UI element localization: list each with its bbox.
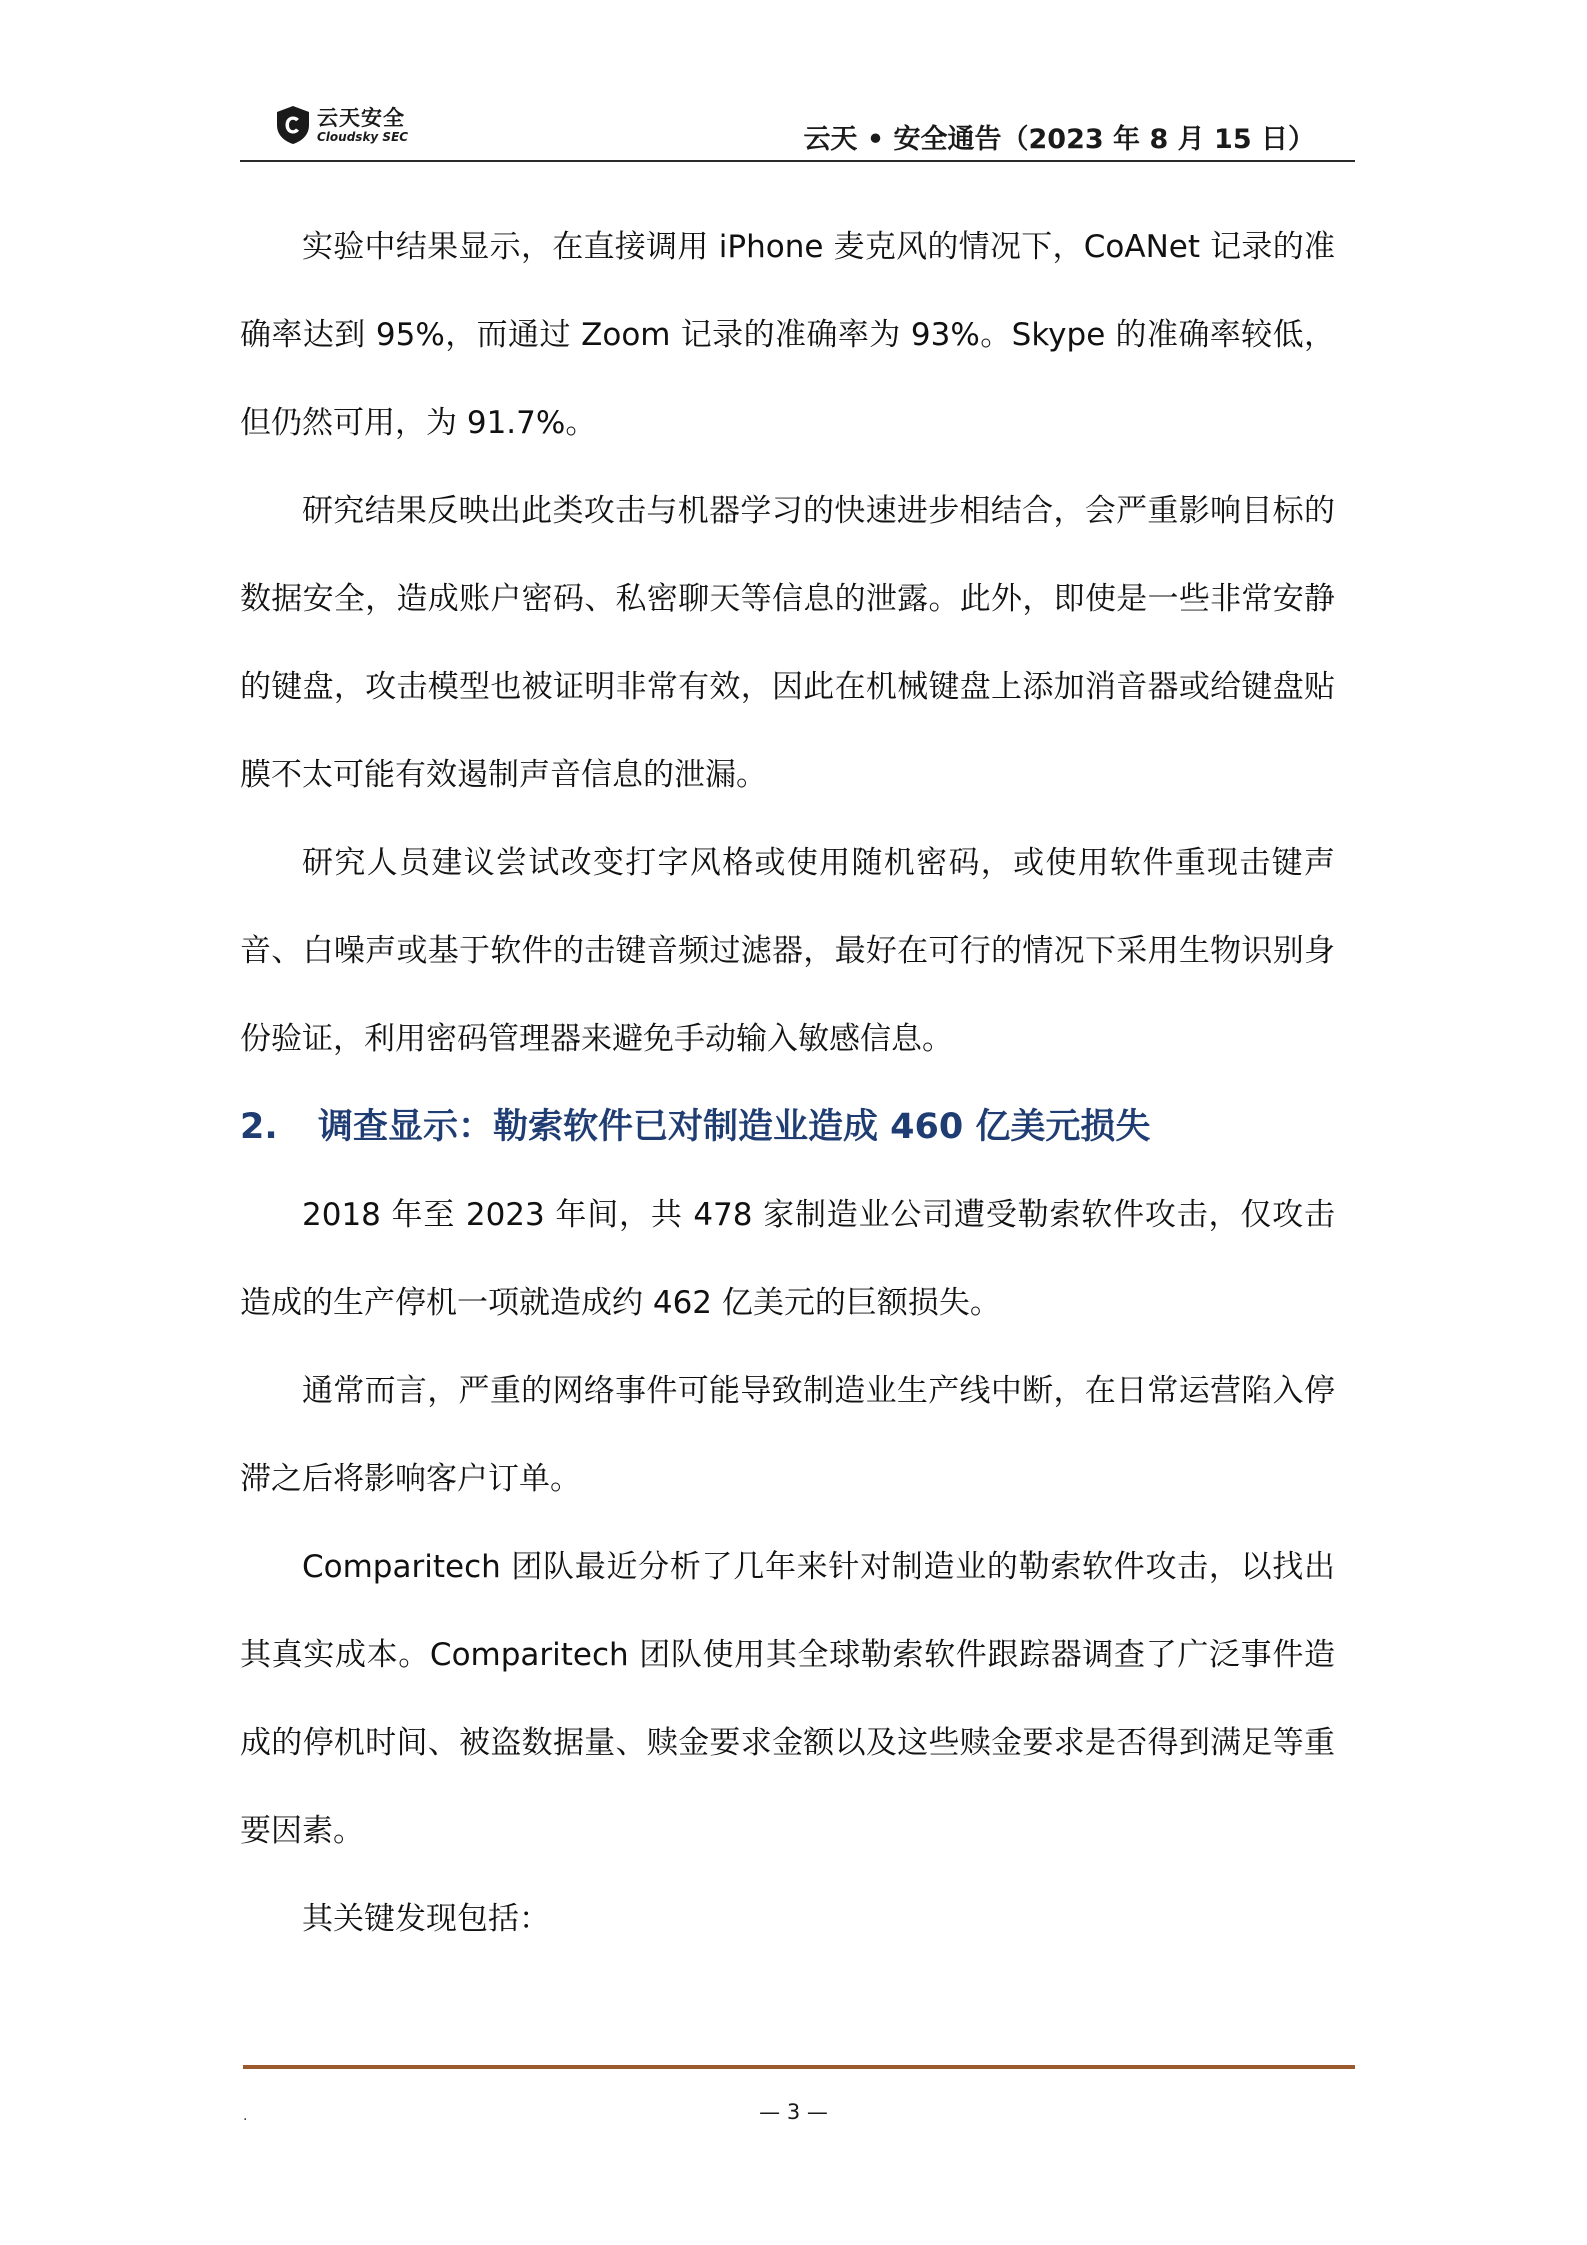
bulletin-title: 云天 • 安全通告（2023 年 8 月 15 日） bbox=[803, 124, 1315, 155]
section-heading bbox=[240, 1083, 1335, 1171]
page-number: — 3 — bbox=[759, 2100, 828, 2124]
paragraph: 其关键发现包括： bbox=[302, 1901, 550, 1937]
paragraph: 研究人员建议尝试改变打字风格或使用随机密码，或使用软件重现击键声音、白噪声或基于软件的击键音频过滤器，最好在可行的情况下采用生物识别身份验证，利用密码管理器来避免手动输入敏感信息。 bbox=[240, 845, 1335, 1057]
paragraph: 研究结果反映出此类攻击与机器学习的快速进步相结合，会严重影响目标的数据安全，造成账户密码、私密聊天等信息的泄露。此外，即使是一些非常安静的键盘，攻击模型也被证明非常有效，因此在机械键盘上添加消音器或给键盘贴膜不太可能有效遏制声音信息的泄漏。 bbox=[240, 493, 1335, 793]
paragraph: 通常而言，严重的网络事件可能导致制造业生产线中断，在日常运营陷入停滞之后将影响客户订单。 bbox=[240, 1373, 1335, 1497]
section-title: 调查显示：勒索软件已对制造业造成 460 亿美元损失 bbox=[318, 1107, 1151, 1147]
paragraph: 实验中结果显示，在直接调用 iPhone 麦克风的情况下，CoANet 记录的准确率达到 95%，而通过 Zoom 记录的准确率为 93%。Skype 的准确率较低，但仍然可用，为 91.7%。 bbox=[240, 229, 1335, 441]
footer-mark: . bbox=[243, 2108, 248, 2124]
logo-english-name: Cloudsky SEC bbox=[317, 130, 409, 144]
paragraph: Comparitech 团队最近分析了几年来针对制造业的勒索软件攻击，以找出其真实成本。Comparitech 团队使用其全球勒索软件跟踪器调查了广泛事件造成的停机时间、被盗数据量、赎金要求金额以及这些赎金要求是否得到满足等重要因素。 bbox=[240, 1549, 1335, 1849]
section-number: 2. bbox=[240, 1107, 278, 1147]
paragraph: 2018 年至 2023 年间，共 478 家制造业公司遭受勒索软件攻击，仅攻击造成的生产停机一项就造成约 462 亿美元的巨额损失。 bbox=[240, 1197, 1335, 1321]
footer-divider bbox=[243, 2065, 1355, 2069]
shield-logo-icon bbox=[275, 105, 311, 145]
document-body bbox=[240, 203, 1335, 1963]
company-logo bbox=[275, 102, 475, 152]
logo-chinese-name: 云天安全 bbox=[317, 106, 405, 130]
page-header bbox=[240, 92, 1355, 160]
header-divider bbox=[240, 160, 1355, 162]
